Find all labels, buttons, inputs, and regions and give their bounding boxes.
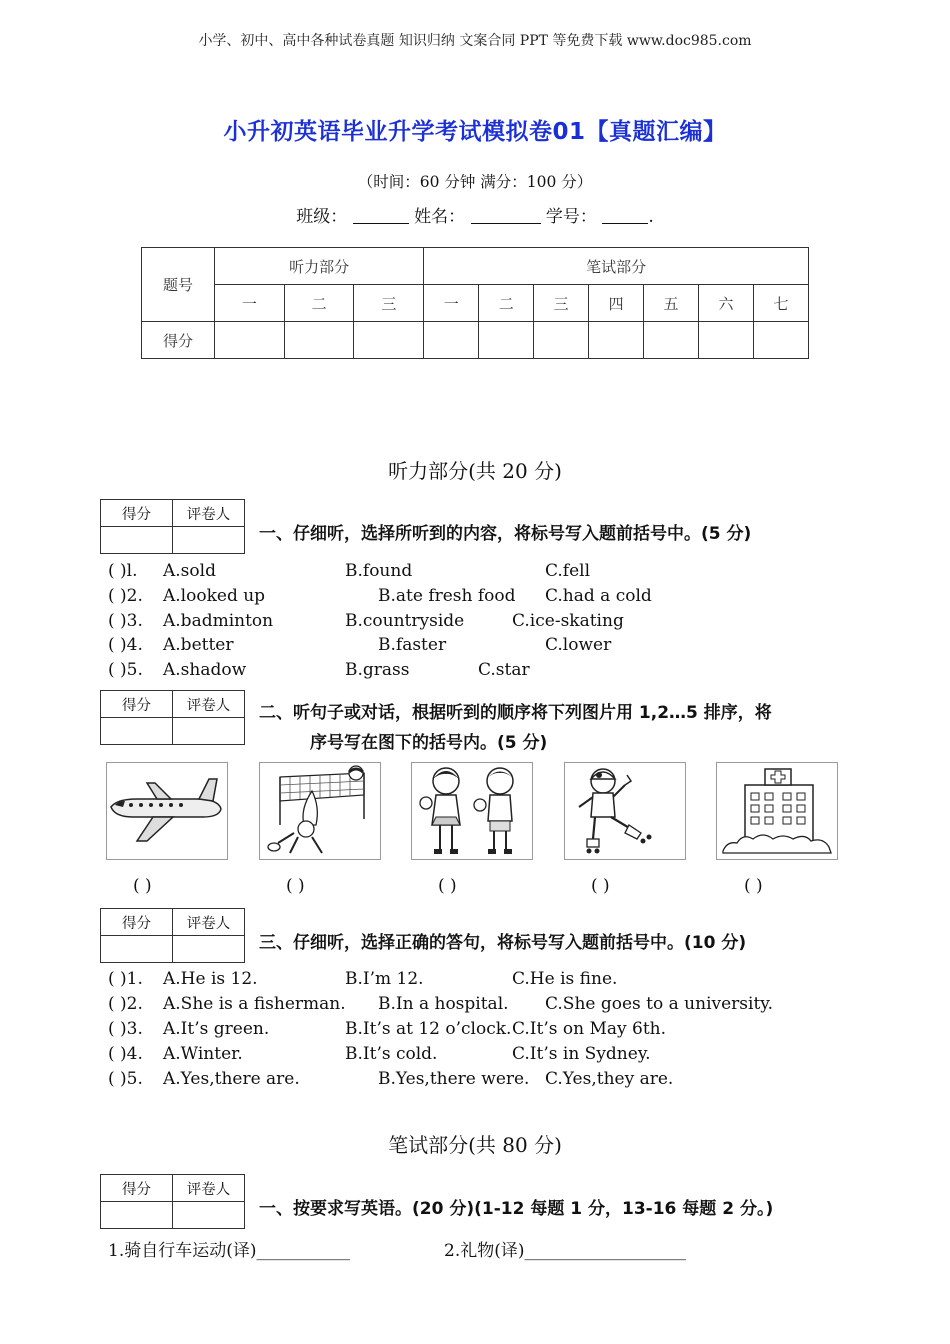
name-blank[interactable]	[471, 207, 541, 224]
writing-col: 六	[699, 285, 754, 322]
mini-score-blank[interactable]	[101, 936, 173, 963]
option-c: C.It’s on May 6th.	[512, 1019, 667, 1039]
mini-score-label: 得分	[101, 909, 173, 936]
writing-section-title: 笔试部分(共 80 分)	[388, 1133, 562, 1157]
option-c: C.Yes,they are.	[545, 1069, 674, 1089]
score-cell[interactable]	[284, 322, 354, 359]
listening-q3-heading: 三、仔细听，选择正确的答句，将标号写入题前括号中。(10 分)	[259, 933, 747, 953]
class-blank[interactable]	[353, 207, 409, 224]
id-blank[interactable]	[602, 207, 648, 224]
score-table	[141, 247, 809, 359]
mini-grader-blank[interactable]	[173, 936, 245, 963]
badminton-picture	[259, 762, 381, 860]
option-a: A.better	[163, 635, 234, 655]
option-number: ( )3.	[108, 1019, 143, 1039]
student-info-line	[0, 202, 950, 227]
option-c: C.star	[478, 660, 530, 680]
score-cell[interactable]	[534, 322, 589, 359]
mini-grader-blank[interactable]	[173, 527, 245, 554]
option-number: ( )3.	[108, 611, 143, 631]
score-grader-box	[100, 499, 245, 554]
airplane-picture	[106, 762, 228, 860]
option-a: A.Yes,there are.	[163, 1069, 300, 1089]
option-a: A.badminton	[163, 611, 274, 631]
hospital-picture	[716, 762, 838, 860]
mini-grader-label: 评卷人	[173, 691, 245, 718]
picture-answer-paren[interactable]: ( )	[133, 876, 152, 896]
option-c: C.had a cold	[545, 586, 652, 606]
option-b: B.Yes,there were.	[378, 1069, 530, 1089]
listening-q2-heading-line1: 二、听句子或对话，根据听到的顺序将下列图片用 1,2…5 排序，将	[259, 703, 772, 723]
hospital-icon	[717, 763, 837, 859]
page-header: 小学、初中、高中各种试卷真题 知识归纳 文案合同 PPT 等免费下载 www.doc985.com	[198, 33, 752, 49]
mini-grader-label: 评卷人	[173, 909, 245, 936]
option-number: ( )4.	[108, 1044, 143, 1064]
option-b: B.I’m 12.	[345, 969, 424, 989]
writing-item-1[interactable]: 1.骑自行车运动(译)___________	[108, 1241, 350, 1261]
tihao-cell: 题号	[142, 248, 215, 322]
children-picture	[411, 762, 533, 860]
mini-grader-label: 评卷人	[173, 500, 245, 527]
option-b: B.It’s cold.	[345, 1044, 438, 1064]
exam-time-info: （时间：60 分钟 满分：100 分）	[357, 173, 593, 191]
mini-score-label: 得分	[101, 500, 173, 527]
option-c: C.She goes to a university.	[545, 994, 774, 1014]
option-number: ( )4.	[108, 635, 143, 655]
option-number: ( )l.	[108, 561, 138, 581]
option-c: C.fell	[545, 561, 591, 581]
defen-cell: 得分	[142, 322, 215, 359]
option-c: C.It’s in Sydney.	[512, 1044, 651, 1064]
option-number: ( )2.	[108, 586, 143, 606]
score-cell[interactable]	[589, 322, 644, 359]
score-cell[interactable]	[699, 322, 754, 359]
picture-answer-paren[interactable]: ( )	[438, 876, 457, 896]
id-label: 学号：	[545, 207, 597, 227]
option-number: ( )5.	[108, 1069, 143, 1089]
option-number: ( )5.	[108, 660, 143, 680]
mini-score-label: 得分	[101, 1175, 173, 1202]
score-cell[interactable]	[753, 322, 808, 359]
writing-col: 三	[534, 285, 589, 322]
info-end: .	[648, 207, 654, 227]
option-number: ( )1.	[108, 969, 143, 989]
score-grader-box	[100, 1174, 245, 1229]
score-cell[interactable]	[424, 322, 479, 359]
option-a: A.It’s green.	[163, 1019, 270, 1039]
skating-picture	[564, 762, 686, 860]
picture-answer-paren[interactable]: ( )	[591, 876, 610, 896]
listening-col: 一	[215, 285, 285, 322]
score-cell[interactable]	[215, 322, 285, 359]
option-b: B.found	[345, 561, 413, 581]
option-b: B.grass	[345, 660, 410, 680]
mini-score-blank[interactable]	[101, 527, 173, 554]
mini-score-blank[interactable]	[101, 718, 173, 745]
option-number: ( )2.	[108, 994, 143, 1014]
score-cell[interactable]	[644, 322, 699, 359]
option-b: B.In a hospital.	[378, 994, 509, 1014]
page-title: 小升初英语毕业升学考试模拟卷01【真题汇编】	[223, 119, 727, 145]
class-label: 班级：	[296, 207, 348, 227]
option-a: A.She is a fisherman.	[163, 994, 346, 1014]
writing-q1-heading: 一、按要求写英语。(20 分)(1-12 每题 1 分，13-16 每题 2 分。)	[259, 1199, 774, 1219]
option-a: A.looked up	[163, 586, 266, 606]
option-a: A.He is 12.	[163, 969, 258, 989]
writing-col: 四	[589, 285, 644, 322]
roller-skating-boy-icon	[565, 763, 685, 859]
writing-item-2[interactable]: 2.礼物(译)___________________	[444, 1241, 686, 1261]
score-cell[interactable]	[479, 322, 534, 359]
airplane-icon	[107, 763, 227, 859]
option-a: A.Winter.	[163, 1044, 243, 1064]
mini-grader-blank[interactable]	[173, 1202, 245, 1229]
option-b: B.faster	[378, 635, 447, 655]
option-b: B.countryside	[345, 611, 465, 631]
mini-grader-blank[interactable]	[173, 718, 245, 745]
mini-grader-label: 评卷人	[173, 1175, 245, 1202]
listening-col: 三	[354, 285, 424, 322]
writing-col: 一	[424, 285, 479, 322]
writing-col: 二	[479, 285, 534, 322]
score-cell[interactable]	[354, 322, 424, 359]
score-grader-box	[100, 690, 245, 745]
badminton-players-icon	[260, 763, 380, 859]
picture-answer-paren[interactable]: ( )	[744, 876, 763, 896]
name-label: 姓名：	[414, 207, 466, 227]
writing-col: 五	[644, 285, 699, 322]
writing-header-cell: 笔试部分	[424, 248, 809, 285]
boy-and-girl-with-apples-icon	[412, 763, 532, 859]
listening-col: 二	[284, 285, 354, 322]
option-b: B.It’s at 12 o’clock.	[345, 1019, 512, 1039]
option-a: A.shadow	[163, 660, 247, 680]
listening-section-title: 听力部分(共 20 分)	[388, 459, 562, 483]
listening-header-cell: 听力部分	[215, 248, 424, 285]
score-grader-box	[100, 908, 245, 963]
writing-col: 七	[753, 285, 808, 322]
listening-q1-heading: 一、仔细听，选择所听到的内容，将标号写入题前括号中。(5 分)	[259, 524, 752, 544]
listening-q2-heading-line2: 序号写在图下的括号内。(5 分)	[310, 733, 548, 753]
option-c: C.ice-skating	[512, 611, 624, 631]
option-c: C.lower	[545, 635, 612, 655]
option-b: B.ate fresh food	[378, 586, 516, 606]
mini-score-label: 得分	[101, 691, 173, 718]
option-c: C.He is fine.	[512, 969, 618, 989]
option-a: A.sold	[163, 561, 216, 581]
mini-score-blank[interactable]	[101, 1202, 173, 1229]
picture-answer-paren[interactable]: ( )	[286, 876, 305, 896]
